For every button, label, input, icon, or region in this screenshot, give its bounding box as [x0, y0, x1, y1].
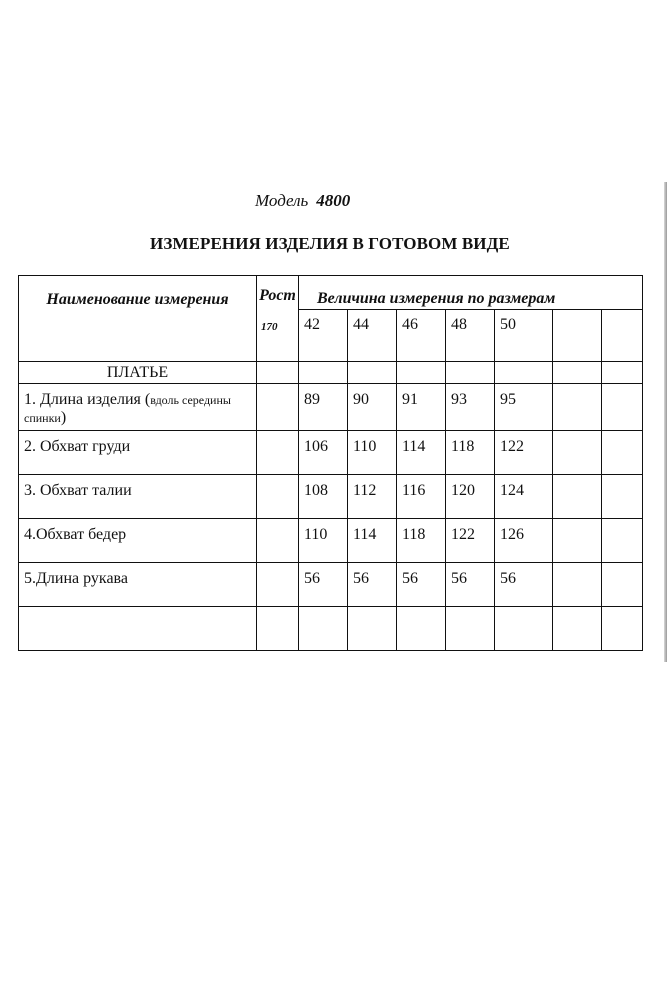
measurement-note: вдоль середины спинки	[24, 393, 231, 425]
empty-cell	[19, 607, 257, 651]
empty-cell	[299, 362, 348, 384]
measurement-name	[19, 384, 257, 431]
value-cell: 118	[397, 519, 446, 563]
empty-cell	[299, 607, 348, 651]
value-cell	[553, 384, 602, 431]
empty-cell	[446, 607, 495, 651]
value-cell: 89	[299, 384, 348, 431]
empty-cell	[602, 607, 643, 651]
value-cell: 114	[348, 519, 397, 563]
empty-cell	[602, 362, 643, 384]
table-row	[19, 384, 643, 431]
value-cell: 106	[299, 431, 348, 475]
value-cell	[602, 519, 643, 563]
model-label: Модель	[255, 191, 309, 210]
value-cell: 56	[495, 563, 553, 607]
header-height-label: Рост	[259, 287, 296, 304]
empty-cell	[495, 362, 553, 384]
value-cell	[602, 384, 643, 431]
section-row	[19, 362, 643, 384]
value-cell: 110	[348, 431, 397, 475]
table-row	[19, 475, 643, 519]
value-cell: 126	[495, 519, 553, 563]
empty-cell	[397, 607, 446, 651]
size-cell: 44	[348, 310, 397, 362]
empty-cell	[553, 607, 602, 651]
measurement-name: 2. Обхват груди	[19, 431, 257, 475]
measurement-name: 5.Длина рукава	[19, 563, 257, 607]
value-cell: 56	[397, 563, 446, 607]
value-cell: 93	[446, 384, 495, 431]
measurements-table	[18, 275, 643, 651]
size-cell: 48	[446, 310, 495, 362]
value-cell: 56	[299, 563, 348, 607]
value-cell	[553, 519, 602, 563]
empty-cell	[257, 431, 299, 475]
empty-cell	[553, 362, 602, 384]
measurement-name: 3. Обхват талии	[19, 475, 257, 519]
value-cell: 95	[495, 384, 553, 431]
value-cell: 112	[348, 475, 397, 519]
empty-cell	[257, 563, 299, 607]
empty-cell	[495, 607, 553, 651]
size-cell: 50	[495, 310, 553, 362]
value-cell: 56	[348, 563, 397, 607]
empty-cell	[257, 362, 299, 384]
header-height	[257, 276, 299, 362]
empty-cell	[446, 362, 495, 384]
value-cell: 91	[397, 384, 446, 431]
value-cell: 120	[446, 475, 495, 519]
empty-cell	[348, 362, 397, 384]
document-title: ИЗМЕРЕНИЯ ИЗДЕЛИЯ В ГОТОВОМ ВИДЕ	[150, 234, 510, 253]
value-cell	[553, 431, 602, 475]
value-cell: 118	[446, 431, 495, 475]
size-cell	[553, 310, 602, 362]
value-cell: 116	[397, 475, 446, 519]
empty-cell	[348, 607, 397, 651]
value-cell: 110	[299, 519, 348, 563]
size-cell	[602, 310, 643, 362]
value-cell: 108	[299, 475, 348, 519]
table-row	[19, 563, 643, 607]
value-cell: 56	[446, 563, 495, 607]
value-cell: 122	[495, 431, 553, 475]
empty-cell	[397, 362, 446, 384]
value-cell	[602, 431, 643, 475]
model-number: 4800	[316, 191, 351, 210]
section-title: ПЛАТЬЕ	[19, 362, 257, 384]
table-header-row	[19, 276, 643, 310]
size-cell: 46	[397, 310, 446, 362]
table-row	[19, 431, 643, 475]
value-cell: 90	[348, 384, 397, 431]
measurement-name: 4.Обхват бедер	[19, 519, 257, 563]
value-cell	[602, 475, 643, 519]
value-cell: 122	[446, 519, 495, 563]
value-cell: 124	[495, 475, 553, 519]
empty-cell	[257, 519, 299, 563]
empty-cell	[257, 384, 299, 431]
value-cell: 114	[397, 431, 446, 475]
header-sizes: Величина измерения по размерам	[299, 276, 643, 310]
size-cell: 42	[299, 310, 348, 362]
empty-row	[19, 607, 643, 651]
model-line	[255, 191, 350, 211]
value-cell	[602, 563, 643, 607]
header-height-value: 170	[261, 321, 278, 333]
measurement-name-text: 1. Длина изделия (	[24, 391, 151, 408]
value-cell	[553, 475, 602, 519]
table-row	[19, 519, 643, 563]
value-cell	[553, 563, 602, 607]
empty-cell	[257, 607, 299, 651]
empty-cell	[257, 475, 299, 519]
measurement-name-suffix: )	[60, 409, 67, 426]
header-measurement-name: Наименование измерения	[19, 276, 257, 362]
